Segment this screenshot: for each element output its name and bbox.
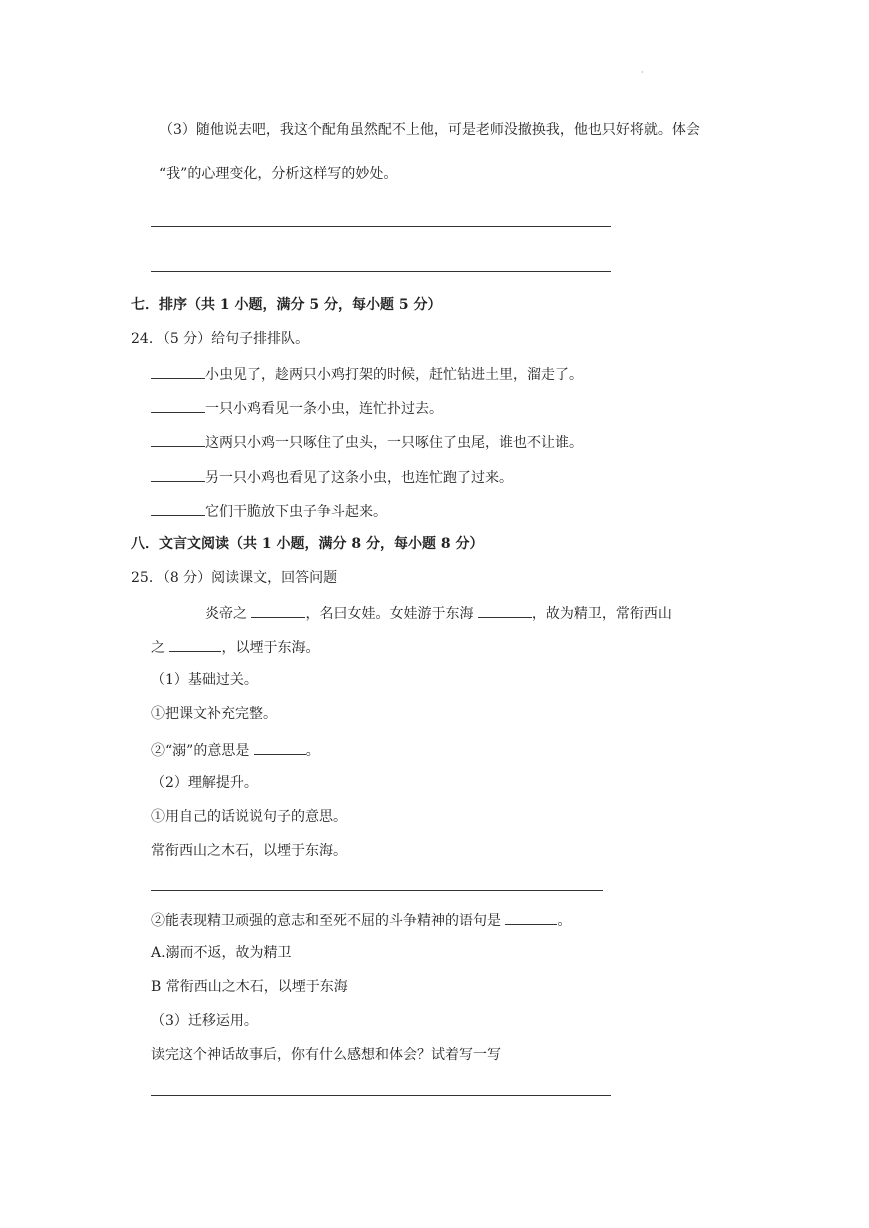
fill-blank[interactable] xyxy=(254,740,306,755)
sub2-b xyxy=(151,910,571,930)
passage-text: ，故为精卫，常衔西山 xyxy=(531,606,672,622)
answer-line[interactable] xyxy=(151,271,611,272)
fill-blank[interactable] xyxy=(169,637,221,652)
sub1-b-text: ②“溺”的意思是 xyxy=(151,743,250,759)
sub2-a: ①用自己的话说说句子的意思。 xyxy=(151,809,347,825)
sort-item-text: 一只小鸡看见一条小虫，连忙扑过去。 xyxy=(205,401,443,417)
passage-line1 xyxy=(205,603,672,623)
option-b: B 常衔西山之木石，以堙于东海 xyxy=(151,979,348,995)
passage-text: ，名曰女娃。女娃游于东海 xyxy=(305,606,474,622)
sort-item xyxy=(151,467,513,487)
fill-blank[interactable] xyxy=(505,910,557,925)
sort-item xyxy=(151,364,583,384)
sub1-b xyxy=(151,740,320,760)
sub2-a-sentence: 常衔西山之木石，以堙于东海。 xyxy=(151,843,347,859)
sub3-title: （3）迁移运用。 xyxy=(151,1013,258,1029)
passage-text: 之 xyxy=(151,640,165,656)
sub2-title: （2）理解提升。 xyxy=(151,775,258,791)
sub2-b-text: ②能表现精卫顽强的意志和至死不屈的斗争精神的语句是 xyxy=(151,913,501,929)
sort-item xyxy=(151,501,387,521)
sort-item xyxy=(151,432,583,452)
passage-text: ，以堙于东海。 xyxy=(221,640,320,656)
sub1-a: ①把课文补充完整。 xyxy=(151,706,277,722)
answer-line[interactable] xyxy=(151,1095,611,1096)
q23-3-line2: “我”的心理变化，分析这样写的妙处。 xyxy=(159,166,398,182)
order-blank[interactable] xyxy=(151,432,205,447)
order-blank[interactable] xyxy=(151,364,205,379)
fill-blank[interactable] xyxy=(478,603,532,618)
sort-item-text: 它们干脆放下虫子争斗起来。 xyxy=(205,504,387,520)
q25-question: 25．（8 分）阅读课文，回答问题 xyxy=(131,570,338,586)
option-a: A.溺而不返，故为精卫 xyxy=(151,945,292,961)
fill-blank[interactable] xyxy=(251,603,305,618)
order-blank[interactable] xyxy=(151,467,205,482)
passage-line2 xyxy=(151,637,319,657)
q24-question: 24．（5 分）给句子排排队。 xyxy=(131,331,310,347)
answer-line[interactable] xyxy=(151,226,611,227)
sort-item xyxy=(151,398,443,418)
order-blank[interactable] xyxy=(151,501,205,516)
corner-mark: · xyxy=(641,68,644,77)
sort-item-text: 这两只小鸡一只啄住了虫头，一只啄住了虫尾，谁也不让谁。 xyxy=(205,435,583,451)
section8-heading: 八．文言文阅读（共 1 小题，满分 8 分，每小题 8 分） xyxy=(131,536,484,552)
section7-heading: 七．排序（共 1 小题，满分 5 分，每小题 5 分） xyxy=(131,297,442,313)
passage-text: 炎帝之 xyxy=(205,606,247,622)
sub1-b-end: 。 xyxy=(305,743,320,759)
q23-3-line1: （3）随他说去吧，我这个配角虽然配不上他，可是老师没撤换我，他也只好将就。体会 xyxy=(159,122,700,138)
answer-line[interactable] xyxy=(151,890,603,891)
sub2-b-end: 。 xyxy=(557,913,572,929)
order-blank[interactable] xyxy=(151,398,205,413)
sub1-title: （1）基础过关。 xyxy=(151,672,258,688)
sort-item-text: 另一只小鸡也看见了这条小虫，也连忙跑了过来。 xyxy=(205,470,513,486)
sort-item-text: 小虫见了，趁两只小鸡打架的时候，赶忙钻进土里，溜走了。 xyxy=(205,367,583,383)
sub3-prompt: 读完这个神话故事后，你有什么感想和体会？试着写一写 xyxy=(151,1047,501,1063)
